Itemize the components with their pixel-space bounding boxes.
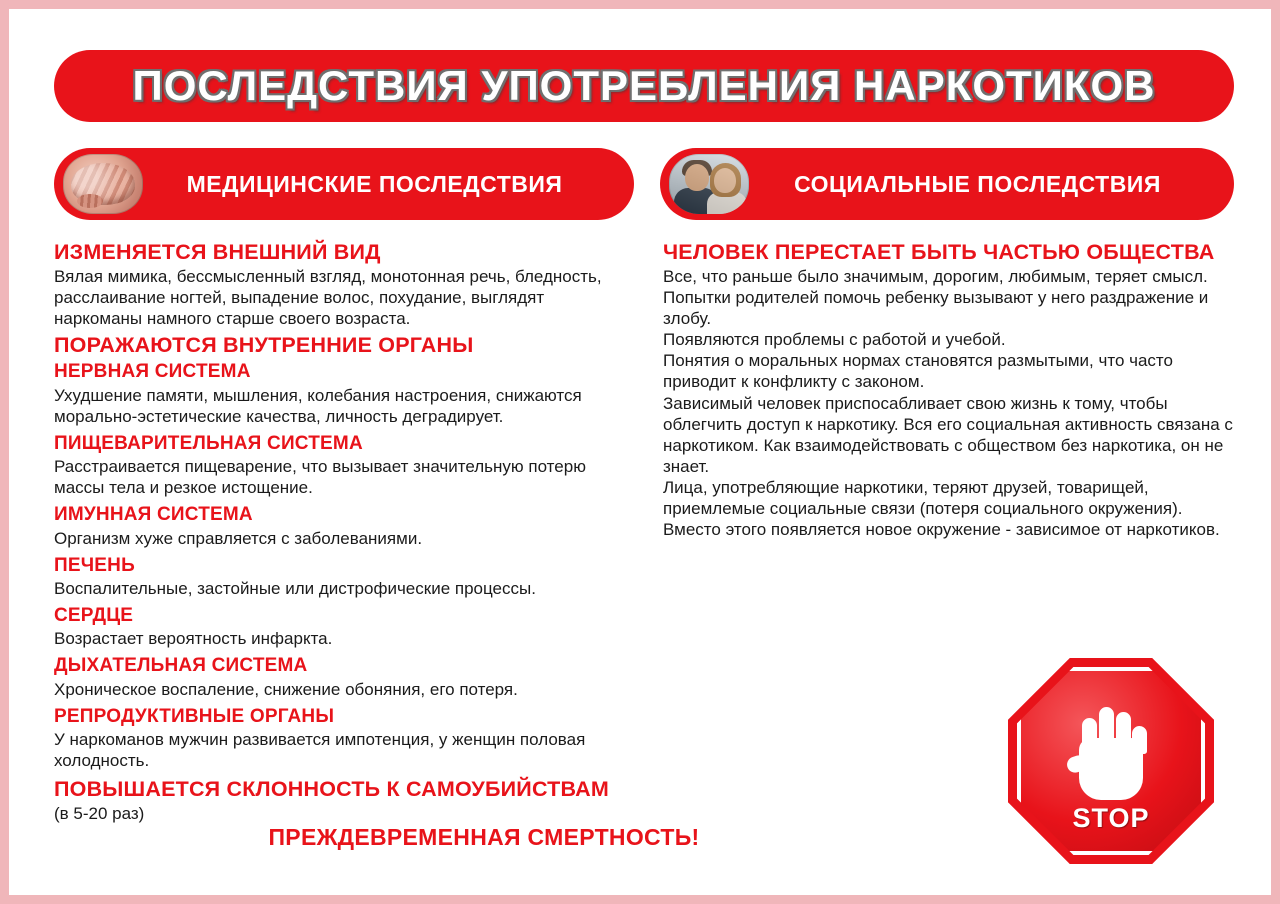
subheading-respiratory-system: ДЫХАТЕЛЬНАЯ СИСТЕМА [54,655,308,677]
text-heart: Возрастает вероятность инфаркта. [54,629,333,649]
subheading-heart: СЕРДЦЕ [54,604,134,626]
footer-warning: ПРЕЖДЕВРЕМЕННАЯ СМЕРТНОСТЬ! [268,824,700,850]
poster-inner [18,18,1262,886]
raised-palm-icon [1065,700,1157,804]
subheading-suicide-risk: ПОВЫШАЕТСЯ СКЛОННОСТЬ К САМОУБИЙСТВАМ [54,777,609,802]
text-immune-system: Организм хуже справляется с заболеваниями. [54,528,423,548]
subheading-reproductive-organs: РЕПРОДУКТИВНЫЕ ОРГАНЫ [54,705,335,727]
subheading-nervous-system: НЕРВНАЯ СИСТЕМА [54,361,251,383]
subheading-immune-system: ИМУННАЯ СИСТЕМА [54,504,253,526]
social-consequences-column [663,240,1243,540]
social-paragraph: Зависимый человек приспосабливает свою жизнь к тому, чтобы облегчить доступ к наркотику. Вся его социальная активность связана с наркотиком. Как взаимодействовать с обществом без наркотика, он не знает. [663,393,1233,476]
poster-title-banner [54,50,1234,122]
social-paragraph: Появляются проблемы с работой и учебой. [663,330,1006,350]
social-paragraph: Все, что раньше было значимым, дорогим, любимым, теряет смысл. [663,267,1208,287]
stop-sign-label: STOP [1072,803,1150,833]
text-appearance: Вялая мимика, бессмысленный взгляд, монотонная речь, бледность, расслаивание ногтей, выпадение волос, похудание, выглядят наркоманы намного старше своего возраста. [54,267,602,329]
stop-sign [1008,658,1214,864]
section-header-medical [54,148,634,220]
couple-photo-icon [669,154,749,214]
text-suicide-risk: (в 5-20 раз) [54,804,145,824]
social-paragraph: Лица, употребляющие наркотики, теряют друзей, товарищей, приемлемые социальные связи (потеря социального окружения). Вместо этого появляется новое окружение - зависимое от наркотиков. [663,477,1220,540]
section-header-social [660,148,1234,220]
subheading-internal-organs: ПОРАЖАЮТСЯ ВНУТРЕННИЕ ОРГАНЫ [54,333,474,358]
page-title: ПОСЛЕДСТВИЯ УПОТРЕБЛЕНИЯ НАРКОТИКОВ [132,62,1156,109]
section-header-medical-label: МЕДИЦИНСКИЕ ПОСЛЕДСТВИЯ [186,170,563,197]
text-digestive-system: Расстраивается пищеварение, что вызывает значительную потерю массы тела и резкое истощение. [54,457,586,498]
text-nervous-system: Ухудшение памяти, мышления, колебания настроения, снижаются морально-эстетические качества, личность деградирует. [54,385,582,426]
subheading-liver: ПЕЧЕНЬ [54,554,135,576]
subheading-appearance: ИЗМЕНЯЕТСЯ ВНЕШНИЙ ВИД [54,240,381,264]
medical-consequences-column [54,240,632,824]
text-reproductive-organs: У наркоманов мужчин развивается импотенция, у женщин половая холодность. [54,729,586,770]
social-paragraph: Понятия о моральных нормах становятся размытыми, что часто приводит к конфликту с законом. [663,351,1173,392]
text-respiratory-system: Хроническое воспаление, снижение обоняния, его потеря. [54,679,518,699]
section-header-social-label: СОЦИАЛЬНЫЕ ПОСЛЕДСТВИЯ [794,170,1161,197]
social-paragraph: Попытки родителей помочь ребенку вызывают у него раздражение и злобу. [663,288,1209,329]
text-liver: Воспалительные, застойные или дистрофические процессы. [54,578,536,598]
subheading-society-exclusion: ЧЕЛОВЕК ПЕРЕСТАЕТ БЫТЬ ЧАСТЬЮ ОБЩЕСТВА [663,240,1215,264]
subheading-digestive-system: ПИЩЕВАРИТЕЛЬНАЯ СИСТЕМА [54,432,363,454]
brain-photo-icon [63,154,143,214]
